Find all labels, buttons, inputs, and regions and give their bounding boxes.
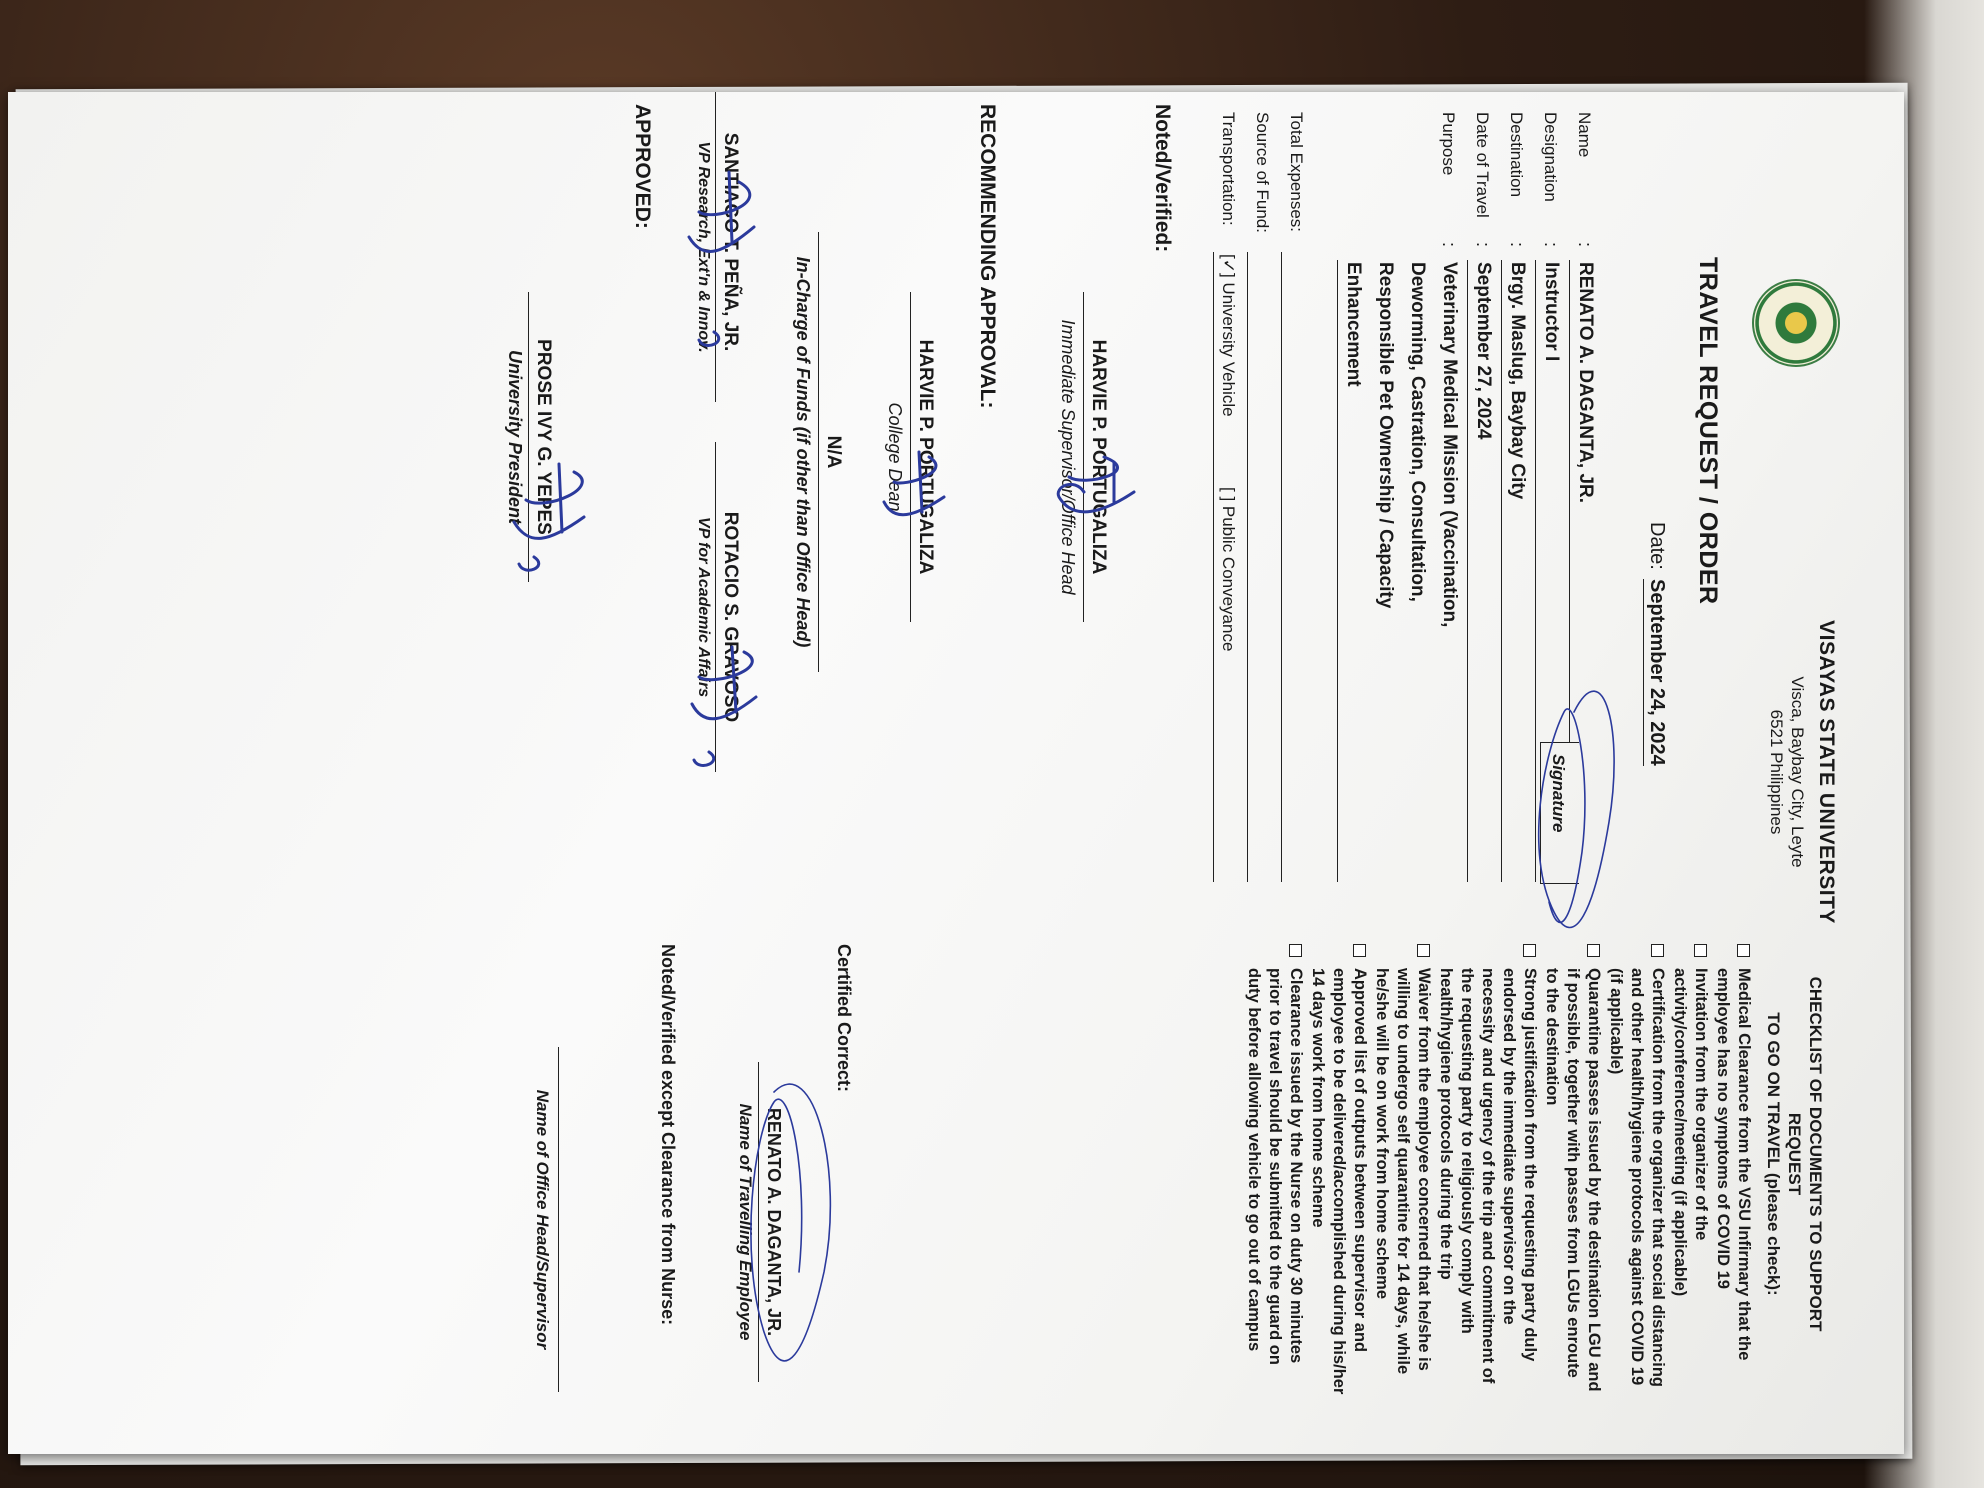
destination-underline — [1501, 260, 1502, 882]
signature-label: Signature — [1549, 754, 1568, 833]
date-label: Date: — [1646, 522, 1668, 570]
name-label: Name — [1575, 112, 1594, 158]
purpose-line-1: Veterinary Medical Mission (Vaccination, — [1439, 262, 1460, 628]
checklist — [1242, 942, 1754, 1397]
form-title: TRAVEL REQUEST / ORDER — [1694, 257, 1722, 605]
checklist-item: Quarantine passes issued by the destination LGU and if possible, together with passes from LGUs enroute to the destination — [1541, 942, 1604, 1397]
transportation-underline — [1213, 252, 1214, 882]
address-line-2: 6521 Philippines — [1767, 709, 1786, 835]
office-head-underline — [558, 1047, 559, 1392]
purpose-underline — [1337, 260, 1338, 882]
dean-role: College Dean — [885, 402, 905, 512]
dean-name: HARVIE P. PORTUGALIZA — [915, 339, 936, 575]
date-of-travel-label: Date of Travel — [1473, 112, 1492, 218]
checklist-item: Strong justification from the requesting party duly endorsed by the immediate supervisor on the necessity and urgency of the trip and commitment of the requesting party to religiously comply with health/hygiene protocols during the trip — [1435, 942, 1540, 1397]
purpose-line-4: Enhancement — [1343, 262, 1364, 387]
checklist-title-line-1: CHECKLIST OF DOCUMENTS TO SUPPORT REQUEST — [1785, 976, 1825, 1332]
checkbox[interactable] — [1353, 944, 1366, 957]
nurse-note-heading: Noted/Verified except Clearance from Nurse: — [658, 944, 678, 1326]
travelling-employee-name: RENATO A. DAGANTA, JR. — [764, 1107, 784, 1337]
destination-colon: : — [1507, 242, 1527, 248]
source-of-fund-label: Source of Fund: — [1253, 112, 1272, 233]
checkbox[interactable] — [1587, 944, 1600, 957]
checklist-title-line-2: TO GO ON TRAVEL (please check): — [1764, 1012, 1783, 1296]
checklist-item: Clearance issued by the Nurse on duty 30 minutes prior to travel should be submitted to the guard on duty before allowing vehicle to go out of campus — [1243, 942, 1306, 1397]
purpose-line-2: Deworming, Castration, Consultation, — [1407, 262, 1428, 602]
checklist-item: Waiver from the employee concerned that he/she is willing to undergo self quarantine for 14 days, while he/she will be on work from home scheme — [1371, 942, 1434, 1397]
destination-value: Brgy. Maslug, Baybay City — [1507, 262, 1528, 500]
vsu-seal-icon — [1752, 279, 1840, 367]
checkbox[interactable] — [1737, 944, 1750, 957]
source-of-fund-underline — [1247, 252, 1248, 882]
vp-research-role: VP Research, Ext'n & Innov. — [695, 141, 712, 353]
travel-request-document — [8, 92, 1904, 1454]
supervisor-underline — [1083, 292, 1084, 622]
vp-research-name: SANTIAGO T. PEÑA, JR. — [720, 132, 741, 352]
public-conveyance-option: [ ] Public Conveyance — [1219, 487, 1238, 652]
designation-colon: : — [1541, 242, 1561, 248]
document-content — [8, 92, 1904, 1454]
funds-incharge-underline — [818, 232, 819, 672]
purpose-colon: : — [1439, 242, 1459, 248]
checkbox[interactable] — [1694, 944, 1707, 957]
checkbox[interactable] — [1651, 944, 1664, 957]
president-name: PROSE IVY G. YEPES — [533, 339, 554, 535]
checkbox[interactable] — [1289, 944, 1302, 957]
university-name: VISAYAS STATE UNIVERSITY — [1815, 620, 1838, 924]
funds-incharge-role: In-Charge of Funds (if other than Office Head) — [793, 256, 813, 648]
checklist-item: Certification from the organizer that social distancing and other health/hygiene protocols against COVID 19 (if applicable) — [1605, 942, 1668, 1397]
approved-heading: APPROVED: — [631, 104, 654, 229]
total-expenses-underline — [1281, 252, 1282, 882]
purpose-line-3: Responsible Pet Ownership / Capacity — [1375, 262, 1396, 609]
university-vehicle-option: [✓] University Vehicle — [1219, 254, 1238, 417]
date-of-travel-underline — [1467, 260, 1468, 882]
purpose-label: Purpose — [1439, 112, 1458, 176]
checkbox[interactable] — [1523, 944, 1536, 957]
name-colon: : — [1575, 242, 1595, 248]
checkbox[interactable] — [1417, 944, 1430, 957]
destination-label: Destination — [1507, 112, 1526, 198]
office-head-role: Name of Office Head/Supervisor — [533, 1089, 552, 1350]
president-role: University President — [505, 349, 525, 525]
designation-label: Designation — [1541, 112, 1560, 202]
supervisor-name: HARVIE P. PORTUGALIZA — [1088, 339, 1109, 575]
date-value: September 24, 2024 — [1643, 579, 1668, 766]
designation-value: Instructor I — [1541, 262, 1562, 362]
vp-research-underline — [715, 92, 716, 402]
vp-academic-underline — [715, 442, 716, 772]
total-expenses-label: Total Expenses: — [1287, 112, 1306, 233]
recommending-approval-heading: RECOMMENDING APPROVAL: — [976, 104, 999, 409]
name-underline — [1569, 260, 1570, 742]
funds-incharge-name: N/A — [823, 435, 844, 469]
supervisor-role: Immediate Supervisor/Office Head — [1058, 319, 1078, 595]
transportation-label: Transportation: — [1219, 112, 1238, 226]
travelling-employee-underline — [758, 1062, 759, 1382]
address-line-1: Visca, Baybay City, Leyte — [1788, 676, 1807, 868]
certified-correct-heading: Certified Correct: — [834, 944, 854, 1093]
vp-academic-role: VP for Academic Affairs — [695, 516, 712, 698]
checklist-title — [1763, 944, 1826, 1364]
checklist-item: Invitation from the organizer of the activity/conference/meeting (if applicable) — [1669, 942, 1711, 1397]
checklist-item: Medical Clearance from the VSU Infirmary that the employee has no symptoms of COVID 19 — [1712, 942, 1754, 1397]
dean-underline — [910, 292, 911, 622]
vp-academic-name: ROTACIO S. GRAVOSO — [720, 511, 741, 723]
travelling-employee-role: Name of Travelling Employee — [736, 1103, 755, 1341]
date-of-travel-value: September 27, 2024 — [1473, 262, 1494, 440]
designation-underline — [1535, 260, 1536, 882]
name-value: RENATO A. DAGANTA, JR. — [1575, 262, 1596, 504]
date-of-travel-colon: : — [1473, 242, 1493, 248]
noted-verified-heading: Noted/Verified: — [1151, 104, 1174, 253]
president-underline — [528, 292, 529, 582]
checklist-item: Approved list of outputs between supervisor and employee to be delivered/accomplished during his/her 14 days work from home scheme — [1307, 942, 1370, 1397]
